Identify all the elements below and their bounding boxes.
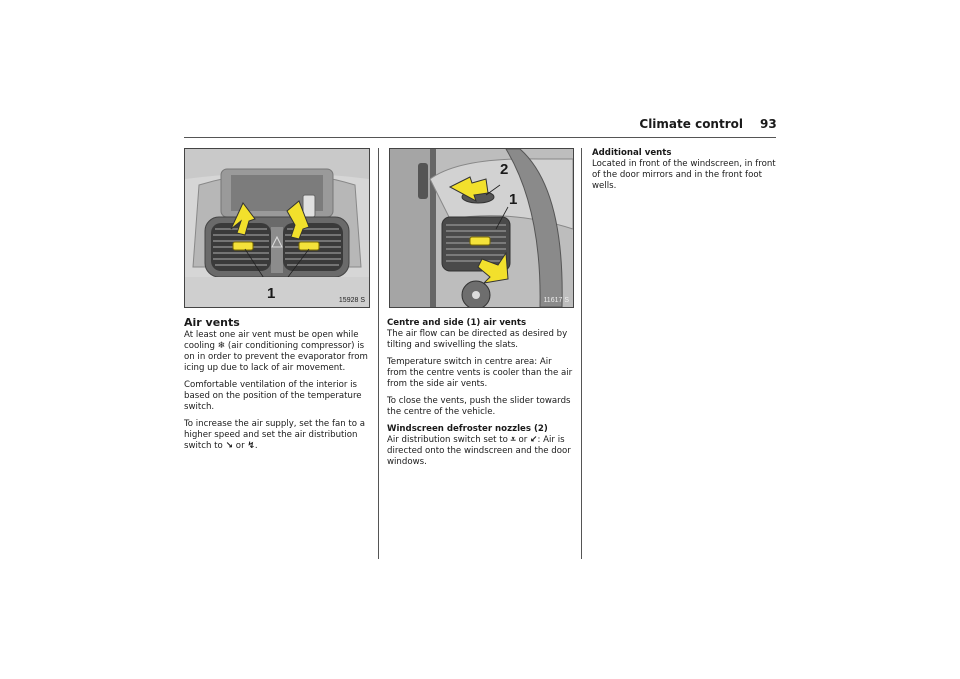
figure-callout-1: 1 — [509, 191, 518, 208]
side-vent-illustration — [390, 149, 573, 307]
figure-centre-vents — [184, 148, 370, 308]
snowflake-icon: ❄ — [217, 341, 226, 351]
column-2 — [387, 318, 573, 474]
centre-vents-illustration — [185, 149, 369, 307]
paragraph: Located in front of the windscreen, in front of the door mirrors and in the front foot wells. — [592, 159, 776, 191]
paragraph: To close the vents, push the slider towards the centre of the vehicle. — [387, 396, 571, 417]
page-number: 93 — [760, 117, 777, 131]
figure-side-vent — [389, 148, 574, 308]
text: To increase the air supply, set the fan to a higher speed and set the air distribution switch to — [184, 419, 366, 451]
page-header-title: Climate control — [639, 117, 743, 131]
figure-callout-1: 1 — [267, 285, 276, 302]
airflow-head-body-icon: ↯ — [247, 441, 255, 451]
paragraph — [387, 435, 573, 468]
subheading-defroster-nozzles: Windscreen defroster nozzles (2) — [387, 424, 548, 434]
section-heading-air-vents: Air vents — [184, 316, 240, 329]
column-3 — [592, 148, 778, 198]
column-divider-2 — [581, 148, 582, 559]
column-divider-1 — [378, 148, 379, 559]
figure-code: 15928 S — [338, 297, 365, 304]
paragraph — [184, 419, 370, 452]
column-1 — [184, 317, 370, 458]
subheading-additional-vents: Additional vents — [592, 148, 672, 158]
text: : Air is directed onto the windscreen and the door windows. — [387, 435, 571, 467]
paragraph: The air flow can be directed as desired by tilting and swivelling the slats. — [387, 329, 568, 350]
paragraph — [184, 330, 370, 374]
subheading-centre-side-vents: Centre and side (1) air vents — [387, 318, 527, 328]
text: . — [254, 441, 258, 451]
windscreen-icon: ⩡ — [510, 435, 516, 445]
header-rule — [184, 137, 776, 138]
text: Air distribution switch set to — [387, 435, 511, 445]
airflow-body-icon: ↘ — [225, 441, 234, 451]
figure-code: 11617 S — [543, 297, 569, 304]
airflow-windscreen-foot-icon: ↙ — [529, 435, 538, 445]
text: (air conditioning compressor) is on in order to prevent the evaporator from icing up due to lack of air movement. — [184, 341, 368, 373]
text: At least one air vent must be open while cooling — [184, 330, 359, 351]
text: or — [233, 441, 248, 451]
paragraph: Comfortable ventilation of the interior is based on the position of the temperature switch. — [184, 380, 362, 412]
figure-callout-2: 2 — [500, 161, 509, 178]
text: or — [515, 435, 530, 445]
paragraph: Temperature switch in centre area: Air from the centre vents is cooler than the air from the side air vents. — [387, 357, 573, 389]
